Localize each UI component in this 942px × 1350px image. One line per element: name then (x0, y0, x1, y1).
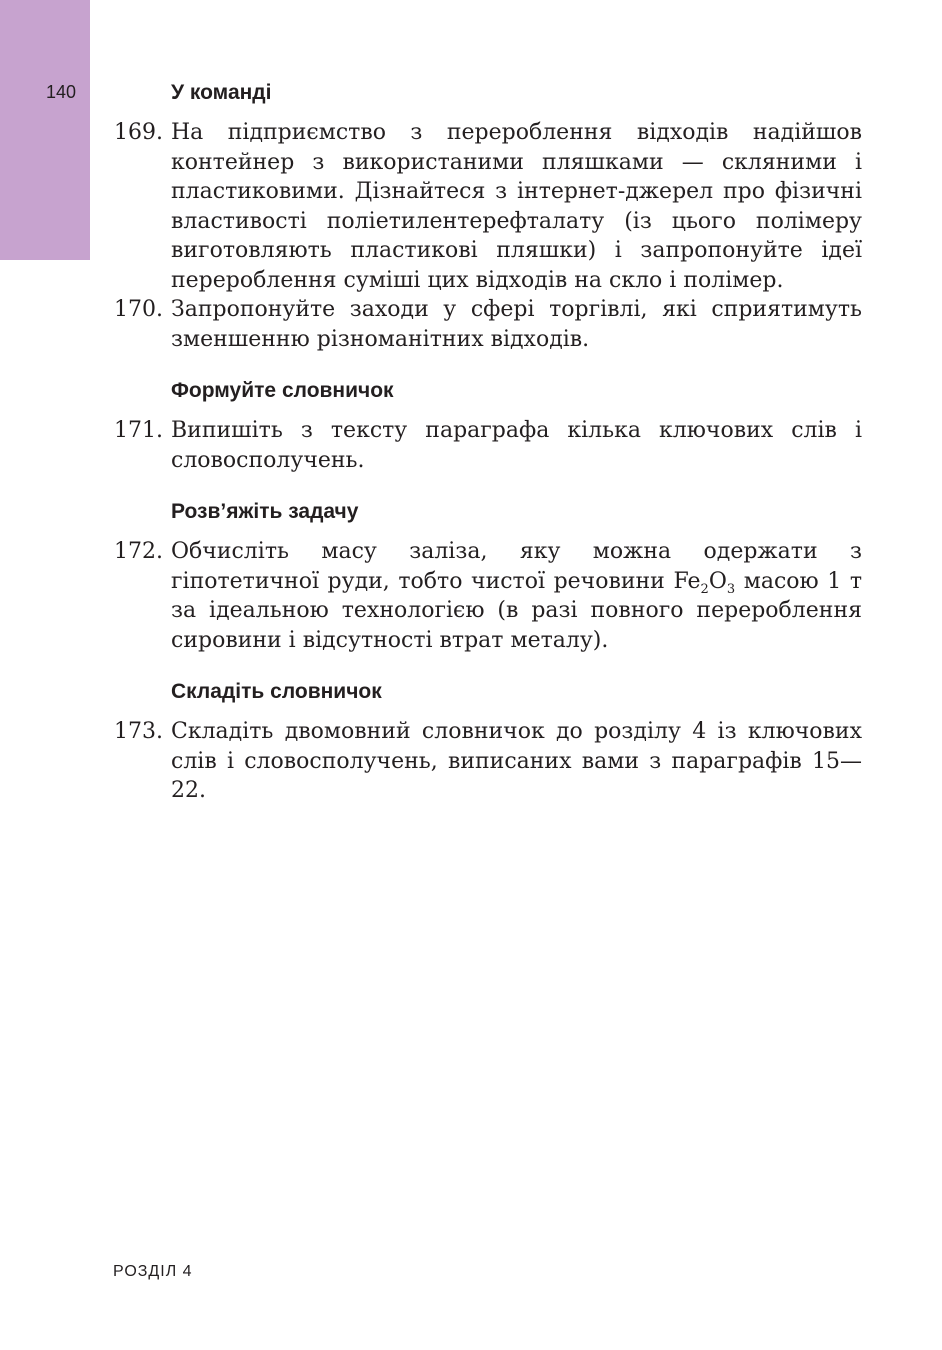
section-heading: Формуйте словничок (171, 379, 394, 402)
task-text (171, 537, 862, 655)
formula-subscript: 2 (700, 581, 709, 597)
task-number: 172. (114, 539, 163, 564)
section-heading: У команді (171, 81, 272, 104)
formula-subscript: 3 (726, 581, 736, 597)
task-173 (114, 717, 862, 806)
task-number: 173. (114, 719, 163, 744)
task-number: 169. (114, 120, 163, 145)
section-heading: Складіть словничок (171, 680, 382, 703)
page-content (114, 78, 862, 806)
task-text: Запропонуйте заходи у сфері торгівлі, які сприятимуть зменшенню різноманітних відходів. (171, 297, 862, 352)
task-number: 171. (114, 418, 163, 443)
formula-element: Fe (673, 568, 701, 594)
task-172 (114, 537, 862, 655)
chemical-formula (673, 568, 736, 597)
task-number: 170. (114, 297, 163, 322)
task-text-before: Обчисліть масу заліза, яку можна одержати з гіпотетичної руди, тобто чистої речовини (171, 539, 862, 594)
task-text-after: масою 1 т за ідеальною технологією (в разі повного перероблення сировини і відсутності втрат металу). (171, 568, 862, 653)
task-170 (114, 295, 862, 354)
side-color-tab (0, 0, 90, 260)
chapter-footer: РОЗДІЛ 4 (113, 1263, 193, 1280)
task-169 (114, 118, 862, 295)
section-heading: Розв’яжіть задачу (171, 500, 359, 523)
page-number: 140 (46, 82, 77, 102)
formula-element: O (708, 568, 727, 594)
task-171 (114, 416, 862, 475)
task-text: Складіть двомовний словничок до розділу 4 із ключових слів і словосполучень, виписаних вами з параграфів 15—22. (171, 719, 862, 803)
task-text: На підприємство з перероблення відходів надійшов контейнер з використаними пляшками — скляними і пластиковими. Дізнайтеся з інтернет-джерел про фізичні властивості поліетилентерефталату (із цього полімеру виготовляють пластикові пляшки) і запропонуйте ідеї перероблення суміші цих відходів на скло і полімер. (171, 120, 862, 293)
task-text: Випишіть з тексту параграфа кілька ключових слів і словосполучень. (171, 418, 862, 473)
